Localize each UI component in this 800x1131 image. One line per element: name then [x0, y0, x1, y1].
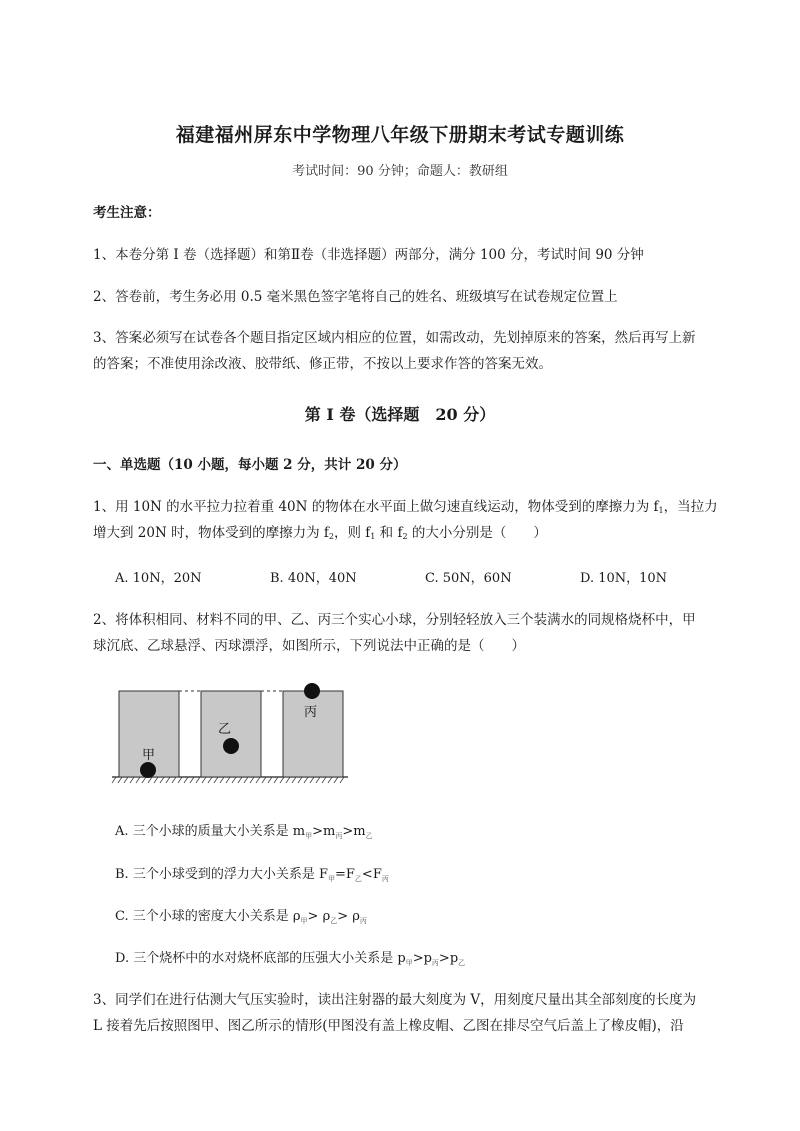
- q1-option-d[interactable]: D. 10N，10N: [580, 571, 668, 586]
- q2-option-d[interactable]: [115, 947, 465, 968]
- label-yi: 乙: [218, 722, 232, 737]
- subscript: 2: [328, 532, 334, 541]
- notice-item-3-line-2: 的答案；不准使用涂改液、胶带纸、修正带，不按以上要求作答的答案无效。: [93, 356, 552, 372]
- subscript: 2: [402, 532, 408, 541]
- subscript: 甲: [405, 959, 413, 967]
- subscript: 甲: [300, 917, 308, 925]
- notice-heading: 考生注意：: [93, 205, 161, 221]
- subscript: 1: [658, 506, 664, 515]
- question-1-line-2: [93, 520, 753, 550]
- symbol: ρ: [322, 909, 331, 924]
- symbol: ρ: [352, 909, 360, 924]
- var-f: f: [653, 499, 659, 515]
- symbol: ρ: [292, 909, 301, 924]
- subscript: 甲: [327, 875, 335, 883]
- symbol: m: [353, 824, 366, 839]
- var-f: f: [323, 525, 329, 541]
- beakers-figure: [110, 680, 360, 788]
- operator: >: [337, 909, 353, 924]
- subscript: 1: [370, 532, 376, 541]
- q1-option-a[interactable]: A. 10N，20N: [115, 571, 202, 586]
- operator: =: [334, 867, 346, 882]
- part-heading: 一、单选题（10 小题，每小题 2 分，共计 20 分）: [93, 457, 407, 473]
- q2-option-c[interactable]: [115, 905, 367, 926]
- symbol: F: [318, 867, 328, 882]
- label-jia: 甲: [142, 748, 156, 763]
- var-f: f: [365, 525, 371, 541]
- q2-option-b[interactable]: [115, 863, 389, 884]
- question-2-line-2: 球沉底、乙球悬浮、丙球漂浮，如图所示，下列说法中正确的是（ ）: [93, 638, 525, 654]
- symbol: p: [423, 951, 432, 966]
- exam-info: 考试时间：90 分钟；命题人：教研组: [292, 164, 508, 179]
- subscript: 丙: [359, 917, 367, 925]
- ball-jia: [140, 762, 156, 778]
- option-text: A. 三个小球的质量大小关系是: [115, 824, 293, 839]
- operator: >: [438, 951, 450, 966]
- q1-text: 和: [375, 525, 398, 541]
- question-2-line-1: 2、将体积相同、材料不同的甲、乙、丙三个实心小球，分别轻轻放入三个装满水的同规格烧杯中，甲: [93, 612, 696, 628]
- q1-text: ，当拉力: [663, 499, 718, 515]
- symbol: p: [449, 951, 459, 966]
- section-title: 第 I 卷（选择题 20 分）: [304, 405, 496, 424]
- symbol: F: [345, 867, 355, 882]
- page-title: 福建福州屏东中学物理八年级下册期末考试专题训练: [175, 124, 625, 146]
- option-text: B. 三个小球受到的浮力大小关系是: [115, 867, 319, 882]
- label-bing: 丙: [304, 705, 318, 720]
- operator: >: [412, 951, 424, 966]
- q1-option-c[interactable]: C. 50N，60N: [425, 571, 512, 586]
- q1-option-b[interactable]: B. 40N，40N: [270, 571, 357, 586]
- notice-item-1: 1、本卷分第 I 卷（选择题）和第Ⅱ卷（非选择题）两部分，满分 100 分，考试时间 90 分钟: [93, 247, 644, 263]
- option-text: D. 三个烧杯中的水对烧杯底部的压强大小关系是: [115, 951, 398, 966]
- q1-text: 的大小分别是（ ）: [407, 525, 547, 541]
- question-3-line-1: 3、同学们在进行估测大气压实验时，读出注射器的最大刻度为 V，用刻度尺量出其全部刻度的长度为: [93, 992, 697, 1008]
- symbol: m: [292, 824, 306, 839]
- subscript: 甲: [305, 832, 313, 840]
- symbol: m: [323, 824, 336, 839]
- notice-item-2: 2、答卷前，考生务必用 0.5 毫米黑色签字笔将自己的姓名、班级填写在试卷规定位置上: [93, 289, 618, 305]
- ball-yi: [223, 738, 239, 754]
- operator: >: [342, 824, 354, 839]
- q1-text: 1、用 10N 的水平拉力拉着重 40N 的物体在水平面上做匀速直线运动，物体受到的摩擦力为: [93, 499, 654, 515]
- notice-item-3-line-1: 3、答案必须写在试卷各个题目指定区域内相应的位置，如需改动，先划掉原来的答案，然后再写上新: [93, 330, 696, 346]
- question-3-line-2: L 接着先后按照图甲、图乙所示的情形(甲图没有盖上橡皮帽、乙图在排尽空气后盖上了橡皮帽)，沿: [93, 1018, 684, 1034]
- operator: >: [307, 909, 323, 924]
- option-text: C. 三个小球的密度大小关系是: [115, 909, 293, 924]
- operator: <: [361, 867, 373, 882]
- operator: >: [312, 824, 324, 839]
- symbol: F: [372, 867, 382, 882]
- var-f: f: [397, 525, 403, 541]
- ball-bing: [304, 683, 320, 699]
- subscript: 丙: [381, 875, 389, 883]
- subscript: 乙: [458, 959, 466, 967]
- q1-text: 增大到 20N 时，物体受到的摩擦力为: [93, 525, 324, 541]
- q2-option-a[interactable]: [115, 820, 373, 841]
- q1-text: ，则: [333, 525, 366, 541]
- subscript: 丙: [335, 832, 343, 840]
- subscript: 乙: [330, 917, 338, 925]
- beaker-bing: [283, 691, 343, 777]
- subscript: 乙: [354, 875, 362, 883]
- subscript: 丙: [431, 959, 439, 967]
- subscript: 乙: [365, 832, 373, 840]
- symbol: p: [397, 951, 406, 966]
